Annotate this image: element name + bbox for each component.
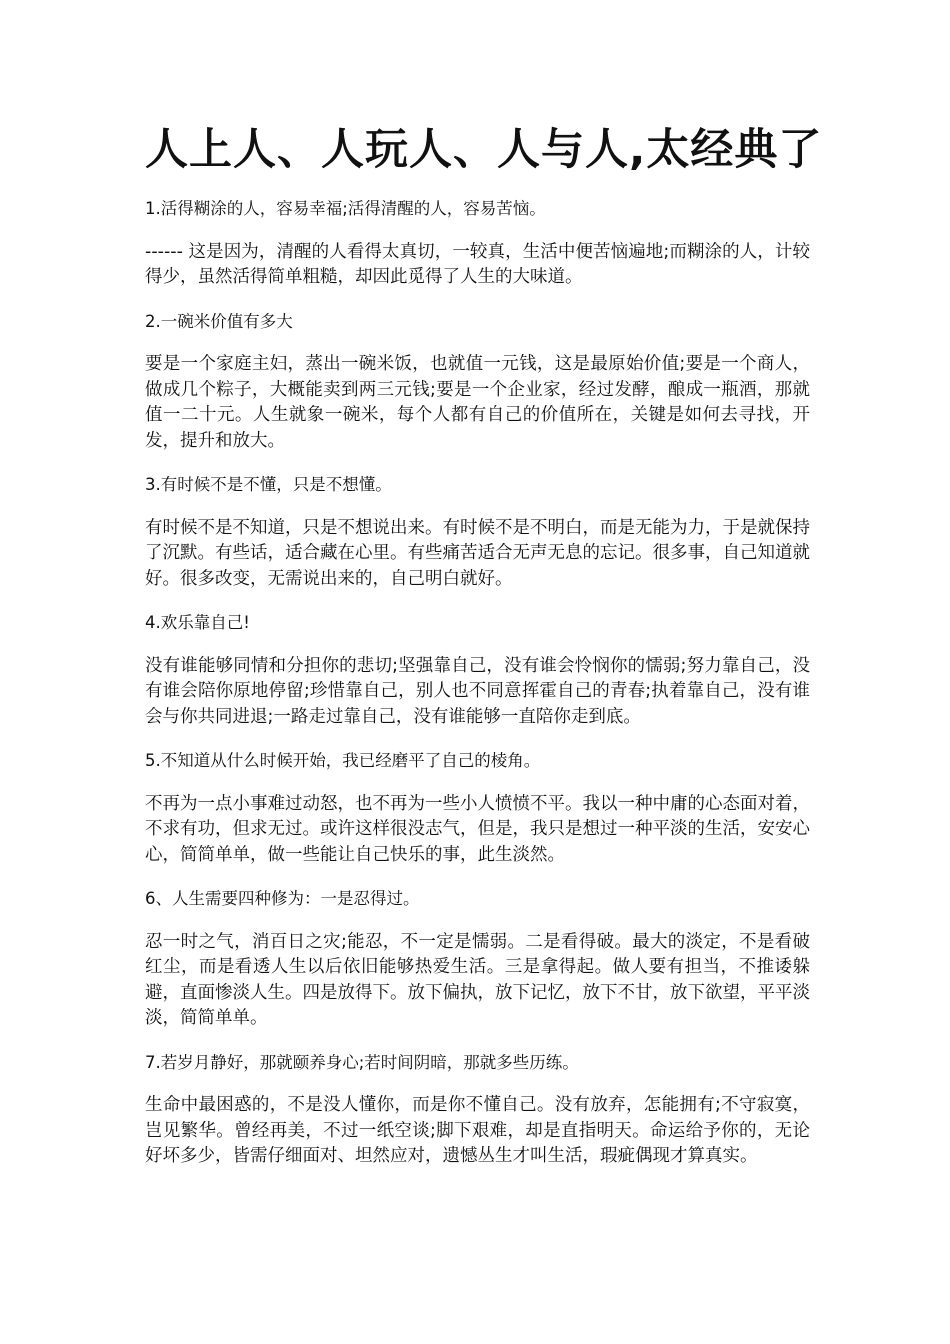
body-paragraph-3: 有时候不是不知道，只是不想说出来。有时候不是不明白，而是无能为力，于是就保持了沉默。有些话，适合藏在心里。有些痛苦适合无声无息的忘记。很多事，自己知道就好。很多改变，无需说出来的，自己明白就好。 <box>145 517 810 589</box>
body-paragraph-7: 生命中最困惑的，不是没人懂你，而是你不懂自己。没有放弃，怎能拥有;不守寂寞，岂见繁华。曾经再美，不过一纸空谈;脚下艰难，却是直指明天。命运给予你的，无论好坏多少，皆需仔细面对、坦然应对，遗憾丛生才叫生活，瑕疵偶现才算真实。 <box>145 1095 810 1166</box>
section-heading-3: 3.有时候不是不懂，只是不想懂。 <box>145 475 392 494</box>
body-paragraph-5: 不再为一点小事难过动怒，也不再为一些小人愤愤不平。我以一种中庸的心态面对着，不求有功，但求无过。或许这样很没志气，但是，我只是想过一种平淡的生活，安安心心，简简单单，做一些能让自己快乐的事，此生淡然。 <box>145 793 810 865</box>
body-paragraph-4: 没有谁能够同情和分担你的悲切;坚强靠自己，没有谁会怜悯你的懦弱;努力靠自己，没有谁会陪你原地停留;珍惜靠自己，别人也不同意挥霍自己的青春;执着靠自己，没有谁会与你共同进退;一路走过靠自己，没有谁能够一直陪你走到底。 <box>145 655 810 727</box>
document-page <box>145 122 823 1188</box>
document-title: 人上人、人玩人、人与人,太经典了 <box>145 125 823 175</box>
section-heading-4: 4.欢乐靠自己! <box>145 613 250 632</box>
section-heading-2: 2.一碗米价值有多大 <box>145 311 293 331</box>
section-heading-5: 5.不知道从什么时候开始，我已经磨平了自己的棱角。 <box>145 751 541 770</box>
body-paragraph-1: ------ 这是因为，清醒的人看得太真切，一较真，生活中便苦恼遍地;而糊涂的人，计较得少，虽然活得简单粗糙，却因此觅得了人生的大味道。 <box>145 241 810 287</box>
body-paragraph-2: 要是一个家庭主妇，蒸出一碗米饭，也就值一元钱，这是最原始价值;要是一个商人，做成几个粽子，大概能卖到两三元钱;要是一个企业家，经过发酵，酿成一瓶酒，那就值一二十元。人生就象一碗米，每个人都有自己的价值所在，关键是如何去寻找，开发，提升和放大。 <box>145 354 810 451</box>
body-paragraph-6: 忍一时之气，消百日之灾;能忍，不一定是懦弱。二是看得破。最大的淡定，不是看破红尘，而是看透人生以后依旧能够热爱生活。三是拿得起。做人要有担当，不推诿躲避，直面惨淡人生。四是放得下。放下偏执，放下记忆，放下不甘，放下欲望，平平淡淡，简简单单。 <box>145 931 810 1028</box>
section-heading-7: 7.若岁月静好，那就颐养身心;若时间阴暗，那就多些历练。 <box>145 1052 579 1072</box>
section-heading-1: 1.活得糊涂的人，容易幸福;活得清醒的人，容易苦恼。 <box>145 199 546 218</box>
section-heading-6: 6、人生需要四种修为：一是忍得过。 <box>145 889 420 908</box>
